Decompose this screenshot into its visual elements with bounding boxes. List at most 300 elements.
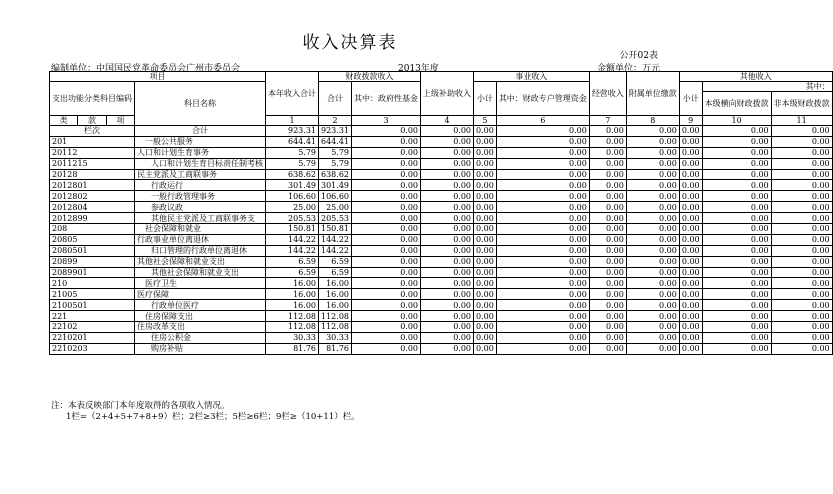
row-zero-value: 0.00 (702, 245, 771, 256)
row-fiscal-subtotal: 150.81 (319, 224, 352, 235)
total-value: 923.31 (319, 126, 352, 137)
row-zero-value: 0.00 (679, 343, 702, 354)
row-name: 一般公共服务 (135, 136, 266, 147)
row-zero-value: 0.00 (352, 234, 421, 245)
table-row (50, 278, 833, 289)
header-number-4: 4 (421, 116, 474, 126)
row-zero-value: 0.00 (702, 311, 771, 322)
row-zero-value: 0.00 (474, 289, 497, 300)
row-code: 20899 (50, 256, 135, 267)
form-number: 公开02表 (619, 51, 658, 61)
header-other-horizontal: 本级横向财政拨款 (702, 92, 771, 116)
row-name: 归口管理的行政单位离退休 (135, 245, 266, 256)
header-fiscal-fund: 其中：政府性基金 (352, 82, 421, 116)
row-total-income: 638.62 (266, 169, 319, 180)
row-zero-value: 0.00 (679, 289, 702, 300)
row-zero-value: 0.00 (702, 213, 771, 224)
row-zero-value: 0.00 (771, 169, 832, 180)
row-zero-value: 0.00 (679, 224, 702, 235)
row-code: 2012804 (50, 202, 135, 213)
row-total-income: 25.00 (266, 202, 319, 213)
total-value: 0.00 (421, 126, 474, 137)
table-note: 注：本表反映部门本年度取得的各项收入情况。 (51, 401, 230, 411)
row-zero-value: 0.00 (626, 158, 679, 169)
row-zero-value: 0.00 (626, 300, 679, 311)
amount-unit: 金额单位：万元 (597, 64, 661, 74)
row-zero-value: 0.00 (421, 136, 474, 147)
row-zero-value: 0.00 (679, 332, 702, 343)
table-row (50, 289, 833, 300)
header-number-9: 9 (679, 116, 702, 126)
header-operating: 经营收入 (589, 72, 626, 116)
row-zero-value: 0.00 (474, 343, 497, 354)
header-kuan: 款 (78, 116, 106, 126)
table-row (50, 322, 833, 333)
row-zero-value: 0.00 (474, 147, 497, 158)
row-zero-value: 0.00 (626, 136, 679, 147)
row-total-income: 30.33 (266, 332, 319, 343)
header-number-2: 2 (319, 116, 352, 126)
row-code: 2011215 (50, 158, 135, 169)
row-zero-value: 0.00 (496, 169, 589, 180)
total-label: 合计 (135, 126, 266, 137)
row-zero-value: 0.00 (496, 180, 589, 191)
row-code: 201 (50, 136, 135, 147)
row-zero-value: 0.00 (771, 158, 832, 169)
header-name: 科目名称 (135, 82, 266, 126)
header-fiscal-subtotal: 合计 (319, 82, 352, 116)
row-total-income: 144.22 (266, 234, 319, 245)
row-fiscal-subtotal: 112.08 (319, 322, 352, 333)
table-row (50, 213, 833, 224)
row-zero-value: 0.00 (474, 234, 497, 245)
row-name: 其他社会保障和就业支出 (135, 267, 266, 278)
header-business: 事业收入 (474, 72, 590, 82)
row-zero-value: 0.00 (679, 267, 702, 278)
row-zero-value: 0.00 (589, 256, 626, 267)
row-zero-value: 0.00 (352, 158, 421, 169)
row-fiscal-subtotal: 30.33 (319, 332, 352, 343)
row-fiscal-subtotal: 638.62 (319, 169, 352, 180)
row-zero-value: 0.00 (496, 311, 589, 322)
row-zero-value: 0.00 (352, 311, 421, 322)
row-name: 人口和计划生育事务 (135, 147, 266, 158)
row-zero-value: 0.00 (679, 213, 702, 224)
row-zero-value: 0.00 (421, 289, 474, 300)
row-name: 住房公积金 (135, 332, 266, 343)
row-zero-value: 0.00 (496, 202, 589, 213)
table-row (50, 256, 833, 267)
row-zero-value: 0.00 (474, 136, 497, 147)
row-total-income: 301.49 (266, 180, 319, 191)
row-total-income: 16.00 (266, 278, 319, 289)
table-row (50, 267, 833, 278)
row-zero-value: 0.00 (626, 191, 679, 202)
row-zero-value: 0.00 (626, 180, 679, 191)
header-xiang: 项 (106, 116, 134, 126)
row-zero-value: 0.00 (421, 169, 474, 180)
row-zero-value: 0.00 (771, 267, 832, 278)
row-fiscal-subtotal: 106.60 (319, 191, 352, 202)
header-number-6: 6 (496, 116, 589, 126)
table-row (50, 169, 833, 180)
row-total-income: 16.00 (266, 289, 319, 300)
row-zero-value: 0.00 (702, 191, 771, 202)
row-zero-value: 0.00 (589, 267, 626, 278)
report-title: 收入决算表 (302, 33, 398, 53)
row-name: 行政单位医疗 (135, 300, 266, 311)
table-formula: 1栏=（2+4+5+7+8+9）栏；2栏≥3栏；5栏≥6栏；9栏≥（10+11）栏。 (66, 412, 360, 422)
row-zero-value: 0.00 (626, 267, 679, 278)
row-fiscal-subtotal: 144.22 (319, 234, 352, 245)
row-zero-value: 0.00 (771, 332, 832, 343)
row-name: 行政事业单位离退休 (135, 234, 266, 245)
row-zero-value: 0.00 (421, 343, 474, 354)
row-total-income: 81.76 (266, 343, 319, 354)
row-name: 一般行政管理事务 (135, 191, 266, 202)
row-zero-value: 0.00 (421, 267, 474, 278)
row-code: 2012899 (50, 213, 135, 224)
row-zero-value: 0.00 (496, 191, 589, 202)
row-code: 210 (50, 278, 135, 289)
fiscal-year: 2013年度 (398, 64, 439, 74)
row-zero-value: 0.00 (352, 256, 421, 267)
table-row (50, 234, 833, 245)
row-zero-value: 0.00 (474, 191, 497, 202)
header-item: 项目 (50, 72, 266, 82)
compiling-unit: 编制单位：中国国民党革命委员会广州市委员会 (51, 64, 241, 74)
row-zero-value: 0.00 (702, 322, 771, 333)
row-zero-value: 0.00 (421, 191, 474, 202)
row-zero-value: 0.00 (679, 256, 702, 267)
row-name: 医疗卫生 (135, 278, 266, 289)
row-zero-value: 0.00 (496, 213, 589, 224)
income-table (49, 71, 833, 355)
total-value: 0.00 (352, 126, 421, 137)
row-zero-value: 0.00 (474, 256, 497, 267)
row-zero-value: 0.00 (771, 234, 832, 245)
row-code: 208 (50, 224, 135, 235)
row-name: 社会保障和就业 (135, 224, 266, 235)
row-total-income: 112.08 (266, 311, 319, 322)
table-row (50, 180, 833, 191)
row-name: 行政运行 (135, 180, 266, 191)
row-zero-value: 0.00 (679, 300, 702, 311)
row-total-income: 5.79 (266, 147, 319, 158)
row-zero-value: 0.00 (589, 289, 626, 300)
row-zero-value: 0.00 (589, 180, 626, 191)
row-total-income: 644.41 (266, 136, 319, 147)
row-zero-value: 0.00 (702, 300, 771, 311)
row-zero-value: 0.00 (352, 322, 421, 333)
row-fiscal-subtotal: 25.00 (319, 202, 352, 213)
row-zero-value: 0.00 (771, 311, 832, 322)
row-zero-value: 0.00 (421, 245, 474, 256)
row-zero-value: 0.00 (702, 147, 771, 158)
row-name: 其他社会保障和就业支出 (135, 256, 266, 267)
row-zero-value: 0.00 (589, 136, 626, 147)
header-number-11: 11 (771, 116, 832, 126)
row-zero-value: 0.00 (421, 311, 474, 322)
row-zero-value: 0.00 (702, 267, 771, 278)
total-value: 0.00 (496, 126, 589, 137)
row-zero-value: 0.00 (474, 180, 497, 191)
row-zero-value: 0.00 (589, 224, 626, 235)
row-zero-value: 0.00 (589, 278, 626, 289)
row-zero-value: 0.00 (352, 278, 421, 289)
row-zero-value: 0.00 (352, 136, 421, 147)
row-zero-value: 0.00 (771, 180, 832, 191)
total-value: 0.00 (474, 126, 497, 137)
header-number-5: 5 (474, 116, 497, 126)
row-total-income: 144.22 (266, 245, 319, 256)
row-zero-value: 0.00 (589, 234, 626, 245)
row-zero-value: 0.00 (421, 147, 474, 158)
row-zero-value: 0.00 (474, 278, 497, 289)
row-name: 购房补贴 (135, 343, 266, 354)
row-code: 2080501 (50, 245, 135, 256)
table-row (50, 136, 833, 147)
header-code: 支出功能分类科目编码 (50, 82, 135, 116)
header-number-8: 8 (626, 116, 679, 126)
row-total-income: 16.00 (266, 300, 319, 311)
row-zero-value: 0.00 (474, 213, 497, 224)
row-zero-value: 0.00 (352, 267, 421, 278)
row-zero-value: 0.00 (626, 289, 679, 300)
row-zero-value: 0.00 (679, 322, 702, 333)
row-name: 住房改革支出 (135, 322, 266, 333)
row-zero-value: 0.00 (626, 224, 679, 235)
row-zero-value: 0.00 (589, 213, 626, 224)
row-zero-value: 0.00 (702, 289, 771, 300)
row-code: 2210203 (50, 343, 135, 354)
header-lei: 类 (50, 116, 78, 126)
row-zero-value: 0.00 (496, 158, 589, 169)
row-zero-value: 0.00 (771, 213, 832, 224)
row-zero-value: 0.00 (421, 278, 474, 289)
table-row (50, 202, 833, 213)
row-zero-value: 0.00 (474, 224, 497, 235)
total-value: 0.00 (771, 126, 832, 137)
row-zero-value: 0.00 (421, 332, 474, 343)
row-zero-value: 0.00 (474, 332, 497, 343)
table-row (50, 147, 833, 158)
row-fiscal-subtotal: 16.00 (319, 300, 352, 311)
row-zero-value: 0.00 (679, 311, 702, 322)
table-row (50, 343, 833, 354)
row-zero-value: 0.00 (702, 169, 771, 180)
row-zero-value: 0.00 (626, 213, 679, 224)
row-zero-value: 0.00 (474, 158, 497, 169)
header-number-7: 7 (589, 116, 626, 126)
row-code: 20805 (50, 234, 135, 245)
row-zero-value: 0.00 (352, 332, 421, 343)
row-zero-value: 0.00 (679, 278, 702, 289)
row-zero-value: 0.00 (771, 224, 832, 235)
row-zero-value: 0.00 (496, 343, 589, 354)
row-code: 21005 (50, 289, 135, 300)
row-zero-value: 0.00 (679, 136, 702, 147)
row-zero-value: 0.00 (421, 213, 474, 224)
table-row (50, 332, 833, 343)
row-code: 2100501 (50, 300, 135, 311)
row-zero-value: 0.00 (474, 311, 497, 322)
row-zero-value: 0.00 (771, 191, 832, 202)
total-value: 0.00 (702, 126, 771, 137)
row-zero-value: 0.00 (679, 180, 702, 191)
row-zero-value: 0.00 (679, 245, 702, 256)
row-zero-value: 0.00 (421, 158, 474, 169)
row-name: 医疗保障 (135, 289, 266, 300)
row-total-income: 6.59 (266, 256, 319, 267)
row-code: 2012802 (50, 191, 135, 202)
row-zero-value: 0.00 (589, 245, 626, 256)
row-zero-value: 0.00 (496, 300, 589, 311)
header-fiscal: 财政拨款收入 (319, 72, 421, 82)
row-zero-value: 0.00 (626, 322, 679, 333)
row-fiscal-subtotal: 205.53 (319, 213, 352, 224)
row-zero-value: 0.00 (626, 169, 679, 180)
row-zero-value: 0.00 (352, 224, 421, 235)
row-zero-value: 0.00 (421, 256, 474, 267)
row-zero-value: 0.00 (496, 332, 589, 343)
row-zero-value: 0.00 (771, 278, 832, 289)
row-zero-value: 0.00 (589, 311, 626, 322)
row-zero-value: 0.00 (421, 202, 474, 213)
row-zero-value: 0.00 (474, 169, 497, 180)
row-code: 20112 (50, 147, 135, 158)
row-zero-value: 0.00 (496, 267, 589, 278)
row-zero-value: 0.00 (626, 278, 679, 289)
row-fiscal-subtotal: 16.00 (319, 289, 352, 300)
header-biz-subtotal: 小计 (474, 82, 497, 116)
row-zero-value: 0.00 (771, 322, 832, 333)
total-value: 0.00 (626, 126, 679, 137)
row-zero-value: 0.00 (496, 289, 589, 300)
row-zero-value: 0.00 (421, 300, 474, 311)
row-zero-value: 0.00 (702, 343, 771, 354)
row-zero-value: 0.00 (474, 322, 497, 333)
row-zero-value: 0.00 (352, 202, 421, 213)
row-zero-value: 0.00 (679, 147, 702, 158)
table-row (50, 311, 833, 322)
table-row (50, 191, 833, 202)
row-zero-value: 0.00 (702, 278, 771, 289)
row-zero-value: 0.00 (702, 180, 771, 191)
row-zero-value: 0.00 (352, 245, 421, 256)
row-zero-value: 0.00 (702, 158, 771, 169)
row-zero-value: 0.00 (474, 300, 497, 311)
row-zero-value: 0.00 (589, 169, 626, 180)
row-zero-value: 0.00 (352, 180, 421, 191)
row-total-income: 205.53 (266, 213, 319, 224)
table-row (50, 245, 833, 256)
header-number-3: 3 (352, 116, 421, 126)
row-zero-value: 0.00 (589, 300, 626, 311)
row-name: 参政议政 (135, 202, 266, 213)
row-zero-value: 0.00 (626, 234, 679, 245)
row-fiscal-subtotal: 301.49 (319, 180, 352, 191)
row-zero-value: 0.00 (589, 332, 626, 343)
total-value: 0.00 (679, 126, 702, 137)
row-code: 2012801 (50, 180, 135, 191)
row-zero-value: 0.00 (589, 191, 626, 202)
row-code: 221 (50, 311, 135, 322)
row-total-income: 106.60 (266, 191, 319, 202)
header-other-sub: 其中： (702, 82, 832, 92)
row-total-income: 112.08 (266, 322, 319, 333)
row-zero-value: 0.00 (626, 202, 679, 213)
row-zero-value: 0.00 (421, 180, 474, 191)
row-fiscal-subtotal: 5.79 (319, 147, 352, 158)
row-zero-value: 0.00 (771, 136, 832, 147)
row-zero-value: 0.00 (589, 147, 626, 158)
row-zero-value: 0.00 (352, 289, 421, 300)
table-row (50, 300, 833, 311)
row-total-income: 150.81 (266, 224, 319, 235)
header-biz-special: 其中：财政专户管理资金 (496, 82, 589, 116)
row-zero-value: 0.00 (474, 202, 497, 213)
row-zero-value: 0.00 (702, 332, 771, 343)
row-zero-value: 0.00 (679, 158, 702, 169)
row-zero-value: 0.00 (626, 332, 679, 343)
header-superior: 上级补助收入 (421, 72, 474, 116)
row-zero-value: 0.00 (496, 136, 589, 147)
row-zero-value: 0.00 (589, 158, 626, 169)
row-zero-value: 0.00 (474, 267, 497, 278)
row-zero-value: 0.00 (626, 343, 679, 354)
header-number-1: 1 (266, 116, 319, 126)
row-zero-value: 0.00 (702, 202, 771, 213)
lanci-label: 栏次 (50, 126, 135, 137)
row-zero-value: 0.00 (496, 224, 589, 235)
row-fiscal-subtotal: 144.22 (319, 245, 352, 256)
row-zero-value: 0.00 (421, 234, 474, 245)
total-value: 923.31 (266, 126, 319, 137)
row-zero-value: 0.00 (496, 234, 589, 245)
row-zero-value: 0.00 (421, 322, 474, 333)
row-zero-value: 0.00 (679, 191, 702, 202)
row-fiscal-subtotal: 6.59 (319, 256, 352, 267)
row-zero-value: 0.00 (771, 256, 832, 267)
header-affiliated: 附属单位缴款 (626, 72, 679, 116)
row-zero-value: 0.00 (626, 245, 679, 256)
row-fiscal-subtotal: 112.08 (319, 311, 352, 322)
row-zero-value: 0.00 (352, 343, 421, 354)
row-zero-value: 0.00 (474, 245, 497, 256)
row-zero-value: 0.00 (679, 234, 702, 245)
header-other: 其他收入 (679, 72, 832, 82)
row-fiscal-subtotal: 81.76 (319, 343, 352, 354)
row-zero-value: 0.00 (702, 234, 771, 245)
row-zero-value: 0.00 (771, 245, 832, 256)
row-zero-value: 0.00 (352, 147, 421, 158)
row-zero-value: 0.00 (496, 245, 589, 256)
row-zero-value: 0.00 (702, 136, 771, 147)
row-zero-value: 0.00 (771, 147, 832, 158)
table-row (50, 158, 833, 169)
row-zero-value: 0.00 (352, 300, 421, 311)
row-zero-value: 0.00 (679, 169, 702, 180)
row-zero-value: 0.00 (626, 147, 679, 158)
row-zero-value: 0.00 (496, 256, 589, 267)
row-zero-value: 0.00 (702, 224, 771, 235)
row-zero-value: 0.00 (771, 300, 832, 311)
row-name: 住房保障支出 (135, 311, 266, 322)
row-zero-value: 0.00 (589, 322, 626, 333)
row-total-income: 5.79 (266, 158, 319, 169)
row-code: 2210201 (50, 332, 135, 343)
